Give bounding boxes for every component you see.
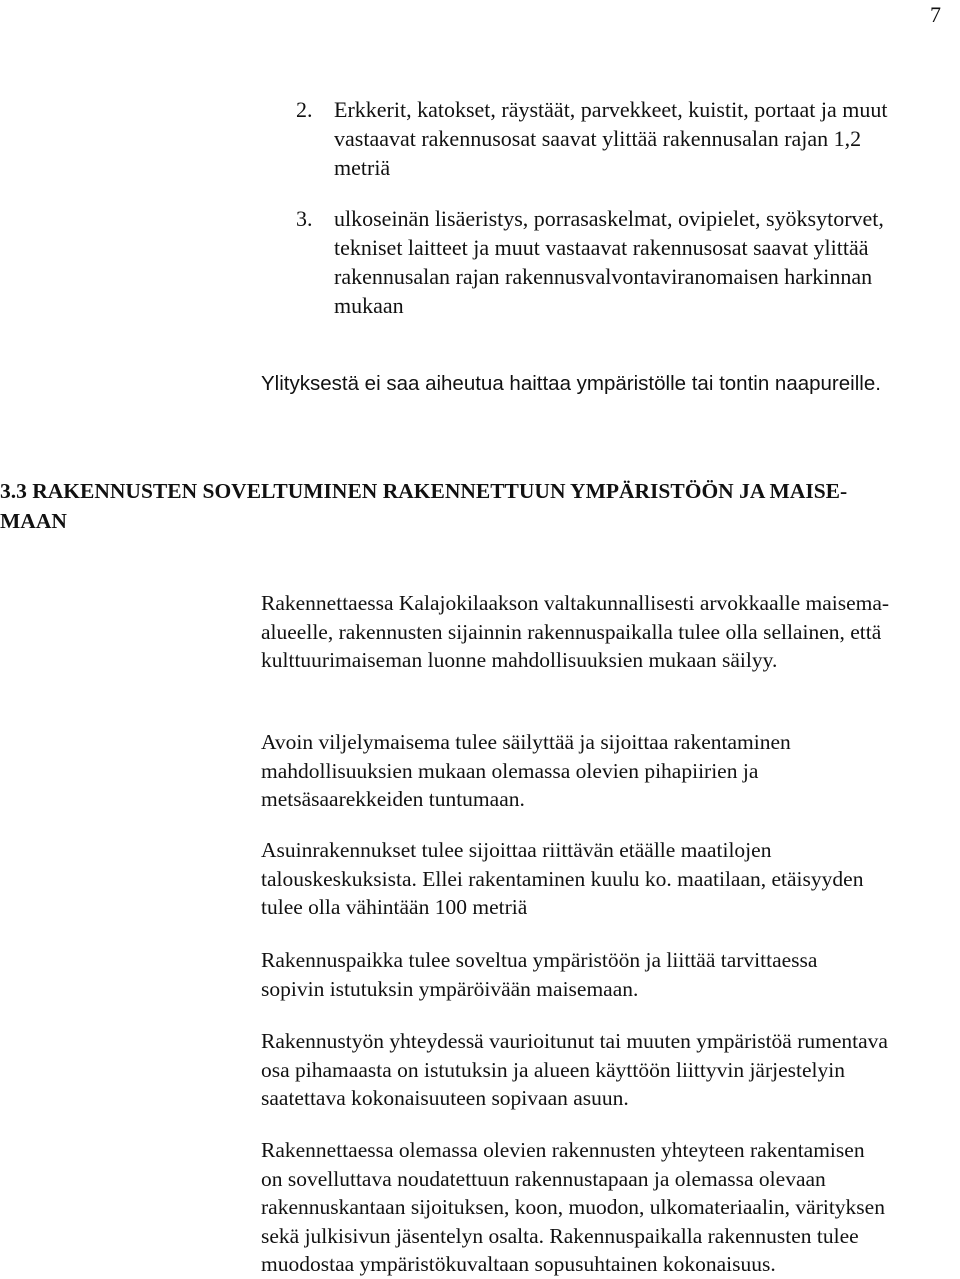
text-line: saatettava kokonaisuuteen sopivaan asuun. <box>261 1086 629 1110</box>
section-heading <box>0 476 960 536</box>
text-line: sekä julkisivun jäsentelyn osalta. Rakennuspaikalla rakennusten tulee <box>261 1223 859 1248</box>
text-line: osa pihamaasta on istutuksin ja alueen käyttöön liittyvin järjestelyin <box>261 1057 845 1082</box>
list-item-text <box>334 204 944 320</box>
text-line: tulee olla vähintään 100 metriä <box>261 895 528 919</box>
text-line: vastaavat rakennusosat saavat ylittää rakennusalan rajan 1,2 <box>334 126 862 151</box>
paragraph <box>261 589 960 675</box>
paragraph <box>261 946 960 1003</box>
paragraph <box>261 836 960 922</box>
text-line: Rakennettaessa Kalajokilaakson valtakunnallisesti arvokkaalle maisema- <box>261 591 890 615</box>
text-line: sopivin istutuksin ympäröivään maisemaan. <box>261 976 639 1001</box>
text-line: talouskeskuksista. Ellei rakentaminen kuulu ko. maatilaan, etäisyyden <box>261 866 864 891</box>
page-number: 7 <box>930 2 941 27</box>
text-line: muodostaa ympäristökuvaltaan sopusuhtainen kokonaisuus. <box>261 1252 776 1276</box>
heading-line: 3.3 RAKENNUSTEN SOVELTUMINEN RAKENNETTUUN YMPÄRISTÖÖN JA MAISE- <box>0 479 848 503</box>
text-line: tekniset laitteet ja muut vastaavat rakennusosat saavat ylittää <box>334 235 869 260</box>
text-line: Rakennustyön yhteydessä vaurioitunut tai muuten ympäristöä rumentava <box>261 1029 888 1053</box>
list-item-number: 3. <box>296 206 313 231</box>
text-line: Asuinrakennukset tulee sijoittaa riittävän etäälle maatilojen <box>261 838 772 862</box>
list-item-text <box>334 95 944 182</box>
paragraph <box>261 1027 960 1113</box>
text-line: rakennusalan rajan rakennusvalvontaviranomaisen harkinnan <box>334 264 873 289</box>
text-line: Erkkerit, katokset, räystäät, parvekkeet, kuistit, portaat ja muut <box>334 97 888 122</box>
text-line: ulkoseinän lisäeristys, porrasaskelmat, ovipielet, syöksytorvet, <box>334 206 884 231</box>
text-line: Avoin viljelymaisema tulee säilyttää ja sijoittaa rakentaminen <box>261 730 791 754</box>
text-line: on sovelluttava noudatettuun rakennustapaan ja olemassa olevaan <box>261 1166 826 1191</box>
text-line: mukaan <box>334 293 404 318</box>
paragraph <box>261 728 960 814</box>
paragraph <box>261 1136 960 1279</box>
note-text: Ylityksestä ei saa aiheutua haittaa ympäristölle tai tontin naapureille. <box>261 372 881 395</box>
text-line: metriä <box>334 155 391 180</box>
heading-line: MAAN <box>0 509 67 533</box>
text-line: Rakennuspaikka tulee soveltua ympäristöön ja liittää tarvittaessa <box>261 948 818 972</box>
text-line: mahdollisuuksien mukaan olemassa olevien pihapiirien ja <box>261 758 759 783</box>
text-line: kulttuurimaiseman luonne mahdollisuuksien mukaan säilyy. <box>261 648 778 672</box>
text-line: alueelle, rakennusten sijainnin rakennuspaikalla tulee olla sellainen, että <box>261 619 882 644</box>
text-line: rakennuskantaan sijoituksen, koon, muodon, ulkomateriaalin, värityksen <box>261 1195 885 1219</box>
text-line: metsäsaarekkeiden tuntumaan. <box>261 787 525 811</box>
list-item-number: 2. <box>296 97 313 122</box>
text-line: Rakennettaessa olemassa olevien rakennusten yhteyteen rakentamisen <box>261 1138 865 1162</box>
